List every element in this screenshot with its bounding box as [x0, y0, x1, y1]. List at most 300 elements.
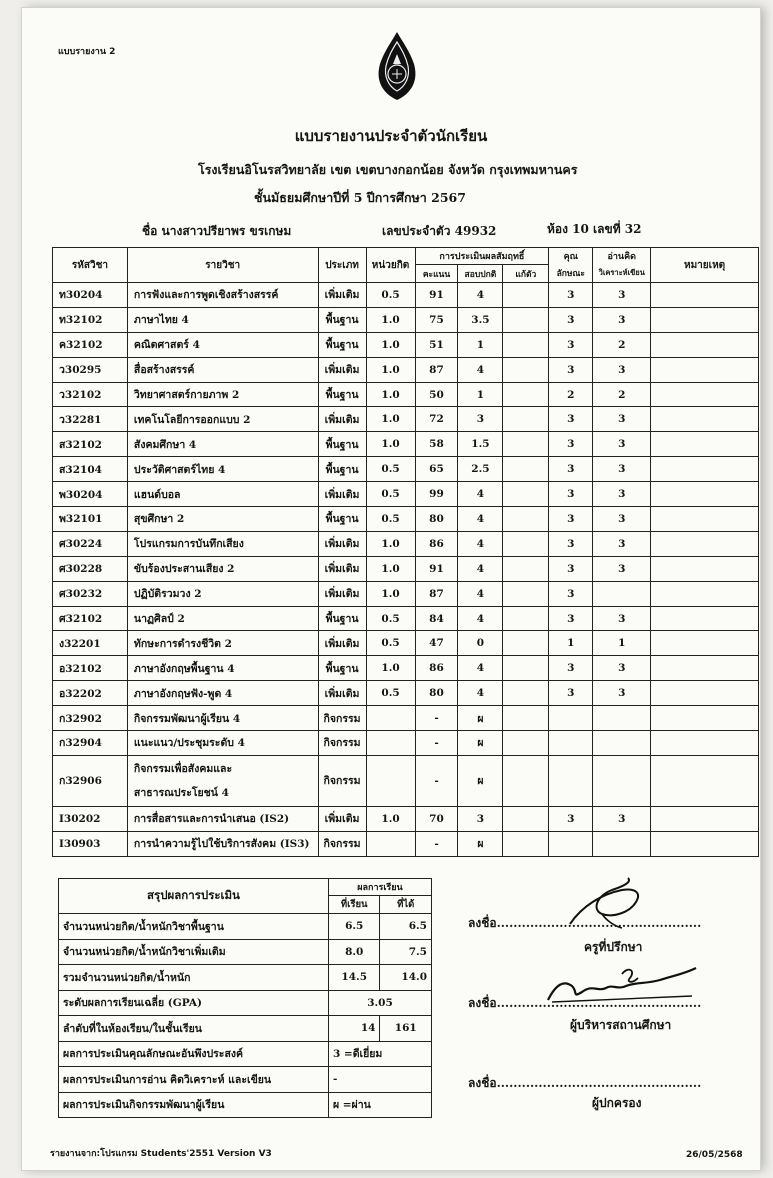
signature-director: ลงชื่อ.................................................	[468, 996, 702, 1010]
course-type: เพิ่มเติม	[318, 407, 366, 432]
course-reading: 3	[593, 507, 651, 532]
course-grade: 3.5	[458, 307, 503, 332]
course-score: 80	[415, 507, 458, 532]
course-retake	[503, 656, 549, 681]
course-retake	[503, 755, 549, 806]
course-grade: 4	[458, 482, 503, 507]
course-retake	[503, 806, 549, 831]
course-score: 99	[415, 482, 458, 507]
course-note	[651, 755, 759, 806]
table-row	[53, 507, 759, 532]
summary-result-header: ผลการเรียน	[328, 879, 431, 896]
course-credit: 1.0	[366, 407, 415, 432]
header-char-top: คุณ	[549, 248, 593, 265]
course-type: พื้นฐาน	[318, 382, 366, 407]
course-credit: 0.5	[366, 681, 415, 706]
course-score: -	[415, 755, 458, 806]
course-characteristic: 1	[549, 631, 593, 656]
course-code: อ32202	[53, 681, 128, 706]
course-score: 91	[415, 556, 458, 581]
table-row	[53, 357, 759, 382]
course-name: สื่อสร้างสรรค์	[127, 357, 318, 382]
table-row	[53, 631, 759, 656]
course-retake	[503, 457, 549, 482]
course-code: ก32902	[53, 706, 128, 731]
course-credit: 1.0	[366, 382, 415, 407]
course-type: เพิ่มเติม	[318, 581, 366, 606]
table-row	[53, 407, 759, 432]
summary-row-rank	[59, 1016, 432, 1042]
course-credit: 0.5	[366, 457, 415, 482]
course-reading: 3	[593, 432, 651, 457]
header-exam: สอบปกติ	[458, 265, 503, 283]
course-name: การสื่อสารและการนำเสนอ (IS2)	[127, 806, 318, 831]
course-credit	[366, 831, 415, 856]
course-note	[651, 283, 759, 308]
course-characteristic: 3	[549, 482, 593, 507]
course-score: 47	[415, 631, 458, 656]
course-note	[651, 706, 759, 731]
course-name: วิทยาศาสตร์กายภาพ 2	[127, 382, 318, 407]
course-characteristic: 3	[549, 581, 593, 606]
footer-date: 26/05/2568	[686, 1150, 743, 1160]
signature-prefix: ลงชื่อ	[468, 1076, 497, 1090]
course-type: เพิ่มเติม	[318, 283, 366, 308]
table-row	[53, 332, 759, 357]
course-score: -	[415, 831, 458, 856]
course-grade: ผ	[458, 831, 503, 856]
course-credit	[366, 755, 415, 806]
footer-source: รายงานจาก:โปรแกรม Students'2551 Version V3	[50, 1149, 272, 1159]
summary-row-extra	[59, 939, 432, 965]
course-type: เพิ่มเติม	[318, 357, 366, 382]
course-type: พื้นฐาน	[318, 307, 366, 332]
course-characteristic: 3	[549, 531, 593, 556]
header-code: รหัสวิชา	[53, 248, 128, 283]
course-name: กิจกรรมเพื่อสังคมและสาธารณประโยชน์ 4	[127, 755, 318, 806]
course-note	[651, 332, 759, 357]
course-code: ก32906	[53, 755, 128, 806]
course-retake	[503, 382, 549, 407]
course-reading: 3	[593, 357, 651, 382]
course-retake	[503, 357, 549, 382]
signature-scribble-icon	[542, 962, 702, 1012]
course-credit: 1.0	[366, 556, 415, 581]
course-note	[651, 681, 759, 706]
signature-scribble-icon	[562, 876, 652, 940]
school-line: โรงเรียนอิโนรสวิทยาลัย เขต เขตบางกอกน้อย จังหวัด กรุงเทพมหานคร	[198, 162, 578, 177]
course-note	[651, 581, 759, 606]
course-reading: 3	[593, 656, 651, 681]
summary-label: จำนวนหน่วยกิต/น้ำหนักวิชาเพิ่มเติม	[59, 939, 329, 965]
signature-prefix: ลงชื่อ	[468, 916, 497, 930]
course-note	[651, 307, 759, 332]
course-grade: 4	[458, 531, 503, 556]
course-note	[651, 407, 759, 432]
course-grade: 1	[458, 382, 503, 407]
course-type: เพิ่มเติม	[318, 631, 366, 656]
course-credit: 0.5	[366, 482, 415, 507]
course-reading	[593, 731, 651, 756]
table-row	[53, 831, 759, 856]
course-reading: 3	[593, 556, 651, 581]
header-score: คะแนน	[415, 265, 458, 283]
course-retake	[503, 731, 549, 756]
course-grade: ผ	[458, 755, 503, 806]
summary-label: ผลการประเมินกิจกรรมพัฒนาผู้เรียน	[59, 1092, 329, 1118]
course-credit: 1.0	[366, 357, 415, 382]
course-code: พ32101	[53, 507, 128, 532]
course-score: 86	[415, 656, 458, 681]
course-name: ปฏิบัติรวมวง 2	[127, 581, 318, 606]
report-title: แบบรายงานประจำตัวนักเรียน	[294, 127, 488, 145]
course-credit: 1.0	[366, 656, 415, 681]
summary-row-total	[59, 965, 432, 991]
course-score: -	[415, 706, 458, 731]
course-reading: 3	[593, 681, 651, 706]
course-code: ก32904	[53, 731, 128, 756]
table-row	[53, 556, 759, 581]
course-retake	[503, 606, 549, 631]
course-retake	[503, 407, 549, 432]
course-code: ศ32102	[53, 606, 128, 631]
course-reading: 1	[593, 631, 651, 656]
course-retake	[503, 307, 549, 332]
course-characteristic: 3	[549, 307, 593, 332]
course-reading	[593, 831, 651, 856]
course-score: 72	[415, 407, 458, 432]
course-type: กิจกรรม	[318, 755, 366, 806]
course-name: การฟังและการพูดเชิงสร้างสรรค์	[127, 283, 318, 308]
course-score: 65	[415, 457, 458, 482]
course-name: ภาษาอังกฤษฟัง-พูด 4	[127, 681, 318, 706]
course-grade: ผ	[458, 706, 503, 731]
course-reading: 2	[593, 382, 651, 407]
course-type: พื้นฐาน	[318, 656, 366, 681]
course-score: 75	[415, 307, 458, 332]
course-reading	[593, 581, 651, 606]
course-name: ภาษาอังกฤษพื้นฐาน 4	[127, 656, 318, 681]
report-page	[22, 8, 760, 1170]
summary-value: 3 =ดีเยี่ยม	[328, 1041, 431, 1067]
table-row	[53, 432, 759, 457]
table-row	[53, 457, 759, 482]
course-code: พ30204	[53, 482, 128, 507]
summary-row-gpa	[59, 990, 432, 1016]
course-grade: 4	[458, 507, 503, 532]
course-grade: 3	[458, 806, 503, 831]
course-grade: 4	[458, 581, 503, 606]
course-note	[651, 556, 759, 581]
course-score: 86	[415, 531, 458, 556]
header-credit: หน่วยกิต	[366, 248, 415, 283]
summary-value: 3.05	[328, 990, 431, 1016]
grade-line: ชั้นมัธยมศึกษาปีที่ 5 ปีการศึกษา 2567	[254, 190, 466, 205]
summary-row-char	[59, 1041, 432, 1067]
course-credit	[366, 731, 415, 756]
course-grade: 2.5	[458, 457, 503, 482]
course-score: 70	[415, 806, 458, 831]
course-note	[651, 806, 759, 831]
table-row	[53, 706, 759, 731]
course-name: โปรแกรมการบันทึกเสียง	[127, 531, 318, 556]
course-grade: 4	[458, 656, 503, 681]
course-grade: 1.5	[458, 432, 503, 457]
course-characteristic: 3	[549, 283, 593, 308]
course-note	[651, 357, 759, 382]
course-grade: 4	[458, 606, 503, 631]
course-retake	[503, 507, 549, 532]
summary-row-basic	[59, 914, 432, 940]
grades-table	[52, 247, 759, 857]
course-retake	[503, 482, 549, 507]
course-grade: 3	[458, 407, 503, 432]
table-row	[53, 382, 759, 407]
course-type: พื้นฐาน	[318, 432, 366, 457]
course-score: 87	[415, 581, 458, 606]
summary-value: 6.5	[328, 914, 380, 940]
course-score: 84	[415, 606, 458, 631]
course-score: -	[415, 731, 458, 756]
course-credit: 1.0	[366, 531, 415, 556]
course-code: ส32104	[53, 457, 128, 482]
course-name: นาฏศิลป์ 2	[127, 606, 318, 631]
course-grade: 4	[458, 357, 503, 382]
table-row	[53, 283, 759, 308]
course-reading	[593, 755, 651, 806]
signature-role-parent: ผู้ปกครอง	[592, 1096, 642, 1110]
course-note	[651, 731, 759, 756]
course-characteristic: 3	[549, 507, 593, 532]
course-grade: 4	[458, 681, 503, 706]
course-credit: 0.5	[366, 507, 415, 532]
course-code: ว30295	[53, 357, 128, 382]
summary-value: 14.0	[380, 965, 432, 991]
course-note	[651, 507, 759, 532]
header-char-bottom: ลักษณะ	[549, 265, 593, 283]
course-credit: 0.5	[366, 606, 415, 631]
course-reading: 3	[593, 283, 651, 308]
course-characteristic: 3	[549, 606, 593, 631]
course-code: I30903	[53, 831, 128, 856]
course-characteristic: 3	[549, 432, 593, 457]
course-type: พื้นฐาน	[318, 332, 366, 357]
course-credit: 1.0	[366, 806, 415, 831]
course-code: ท32102	[53, 307, 128, 332]
summary-value: 14.5	[328, 965, 380, 991]
course-reading: 3	[593, 606, 651, 631]
summary-label: ระดับผลการเรียนเฉลี่ย (GPA)	[59, 990, 329, 1016]
course-characteristic: 3	[549, 806, 593, 831]
summary-row-activity	[59, 1092, 432, 1118]
header-read-bottom: วิเคราะห์เขียน	[593, 265, 651, 283]
student-id: เลขประจำตัว 49932	[382, 224, 497, 238]
course-type: เพิ่มเติม	[318, 556, 366, 581]
course-note	[651, 831, 759, 856]
course-credit: 1.0	[366, 307, 415, 332]
course-reading: 3	[593, 307, 651, 332]
course-characteristic: 3	[549, 681, 593, 706]
summary-value: ผ =ผ่าน	[328, 1092, 431, 1118]
course-characteristic: 2	[549, 382, 593, 407]
course-retake	[503, 283, 549, 308]
course-characteristic	[549, 831, 593, 856]
course-name: ทักษะการดำรงชีวิต 2	[127, 631, 318, 656]
header-note: หมายเหตุ	[651, 248, 759, 283]
course-grade: 4	[458, 556, 503, 581]
course-name: คณิตศาสตร์ 4	[127, 332, 318, 357]
course-characteristic: 3	[549, 556, 593, 581]
course-note	[651, 482, 759, 507]
table-row	[53, 581, 759, 606]
course-type: กิจกรรม	[318, 731, 366, 756]
summary-value: 8.0	[328, 939, 380, 965]
summary-value: 6.5	[380, 914, 432, 940]
course-type: เพิ่มเติม	[318, 806, 366, 831]
course-type: เพิ่มเติม	[318, 482, 366, 507]
summary-value: 7.5	[380, 939, 432, 965]
course-name: เทคโนโลยีการออกแบบ 2	[127, 407, 318, 432]
table-row	[53, 531, 759, 556]
table-row	[53, 806, 759, 831]
course-characteristic: 3	[549, 357, 593, 382]
course-code: ท30204	[53, 283, 128, 308]
summary-value: 14	[328, 1016, 380, 1042]
course-retake	[503, 831, 549, 856]
course-name: แฮนด์บอล	[127, 482, 318, 507]
course-type: พื้นฐาน	[318, 457, 366, 482]
course-code: ส32102	[53, 432, 128, 457]
table-row	[53, 606, 759, 631]
course-characteristic	[549, 755, 593, 806]
header-subject: รายวิชา	[127, 248, 318, 283]
course-reading: 3	[593, 457, 651, 482]
course-code: ศ30232	[53, 581, 128, 606]
course-name: ภาษาไทย 4	[127, 307, 318, 332]
course-credit	[366, 706, 415, 731]
course-score: 91	[415, 283, 458, 308]
student-room: ห้อง 10 เลขที่ 32	[547, 222, 642, 236]
course-retake	[503, 706, 549, 731]
course-characteristic: 3	[549, 332, 593, 357]
table-row	[53, 731, 759, 756]
course-note	[651, 382, 759, 407]
header-type: ประเภท	[318, 248, 366, 283]
course-retake	[503, 332, 549, 357]
form-code: แบบรายงาน 2	[58, 47, 116, 57]
summary-label: รวมจำนวนหน่วยกิต/น้ำหนัก	[59, 965, 329, 991]
course-credit: 1.0	[366, 332, 415, 357]
course-code: ค32102	[53, 332, 128, 357]
course-retake	[503, 631, 549, 656]
course-name: สังคมศึกษา 4	[127, 432, 318, 457]
course-retake	[503, 432, 549, 457]
course-reading: 3	[593, 531, 651, 556]
course-type: พื้นฐาน	[318, 507, 366, 532]
course-type: เพิ่มเติม	[318, 531, 366, 556]
table-row	[53, 307, 759, 332]
summary-label: ผลการประเมินการอ่าน คิดวิเคราะห์ และเขียน	[59, 1067, 329, 1093]
course-name: แนะแนว/ประชุมระดับ 4	[127, 731, 318, 756]
student-name: ชื่อ นางสาวปรียาพร ขรเกษม	[142, 224, 292, 238]
course-code: ศ30224	[53, 531, 128, 556]
course-note	[651, 606, 759, 631]
summary-title: สรุปผลการประเมิน	[59, 879, 329, 914]
course-code: ว32281	[53, 407, 128, 432]
course-credit: 0.5	[366, 631, 415, 656]
summary-row-read	[59, 1067, 432, 1093]
course-retake	[503, 581, 549, 606]
course-type: กิจกรรม	[318, 831, 366, 856]
signature-role-director: ผู้บริหารสถานศึกษา	[570, 1018, 672, 1032]
summary-value: -	[328, 1067, 431, 1093]
course-code: ง32201	[53, 631, 128, 656]
course-credit: 1.0	[366, 432, 415, 457]
course-name: ขับร้องประสานเสียง 2	[127, 556, 318, 581]
summary-label: ผลการประเมินคุณลักษณะอันพึงประสงค์	[59, 1041, 329, 1067]
signature-advisor: ลงชื่อ.................................................	[468, 916, 702, 930]
summary-label: ลำดับที่ในห้องเรียน/ในชั้นเรียน	[59, 1016, 329, 1042]
course-name: กิจกรรมพัฒนาผู้เรียน 4	[127, 706, 318, 731]
course-type: เพิ่มเติม	[318, 681, 366, 706]
course-reading: 3	[593, 806, 651, 831]
course-score: 58	[415, 432, 458, 457]
course-reading: 2	[593, 332, 651, 357]
course-retake	[503, 531, 549, 556]
course-score: 50	[415, 382, 458, 407]
signature-role-advisor: ครูที่ปรึกษา	[584, 940, 643, 954]
header-read-top: อ่านคิด	[593, 248, 651, 265]
course-type: กิจกรรม	[318, 706, 366, 731]
course-retake	[503, 681, 549, 706]
course-name: การนำความรู้ไปใช้บริการสังคม (IS3)	[127, 831, 318, 856]
course-note	[651, 432, 759, 457]
summary-label: จำนวนหน่วยกิต/น้ำหนักวิชาพื้นฐาน	[59, 914, 329, 940]
course-reading	[593, 706, 651, 731]
course-grade: 1	[458, 332, 503, 357]
summary-col-registered: ที่เรียน	[328, 895, 380, 913]
summary-value: 161	[380, 1016, 432, 1042]
course-name: ประวัติศาสตร์ไทย 4	[127, 457, 318, 482]
course-characteristic: 3	[549, 407, 593, 432]
table-row	[53, 681, 759, 706]
course-credit: 0.5	[366, 283, 415, 308]
course-note	[651, 656, 759, 681]
course-type: พื้นฐาน	[318, 606, 366, 631]
course-score: 51	[415, 332, 458, 357]
course-code: I30202	[53, 806, 128, 831]
header-assessment: การประเมินผลสัมฤทธิ์	[415, 248, 549, 265]
course-score: 87	[415, 357, 458, 382]
course-score: 80	[415, 681, 458, 706]
course-reading: 3	[593, 482, 651, 507]
signature-prefix: ลงชื่อ	[468, 996, 497, 1010]
course-note	[651, 457, 759, 482]
course-reading: 3	[593, 407, 651, 432]
course-credit: 1.0	[366, 581, 415, 606]
signature-parent: ลงชื่อ.................................................	[468, 1076, 702, 1090]
table-row	[53, 755, 759, 806]
course-grade: 0	[458, 631, 503, 656]
course-code: ศ30228	[53, 556, 128, 581]
course-code: อ32102	[53, 656, 128, 681]
course-characteristic	[549, 731, 593, 756]
course-code: ว32102	[53, 382, 128, 407]
course-note	[651, 631, 759, 656]
summary-col-earned: ที่ได้	[380, 895, 432, 913]
course-name: สุขศึกษา 2	[127, 507, 318, 532]
table-row	[53, 656, 759, 681]
